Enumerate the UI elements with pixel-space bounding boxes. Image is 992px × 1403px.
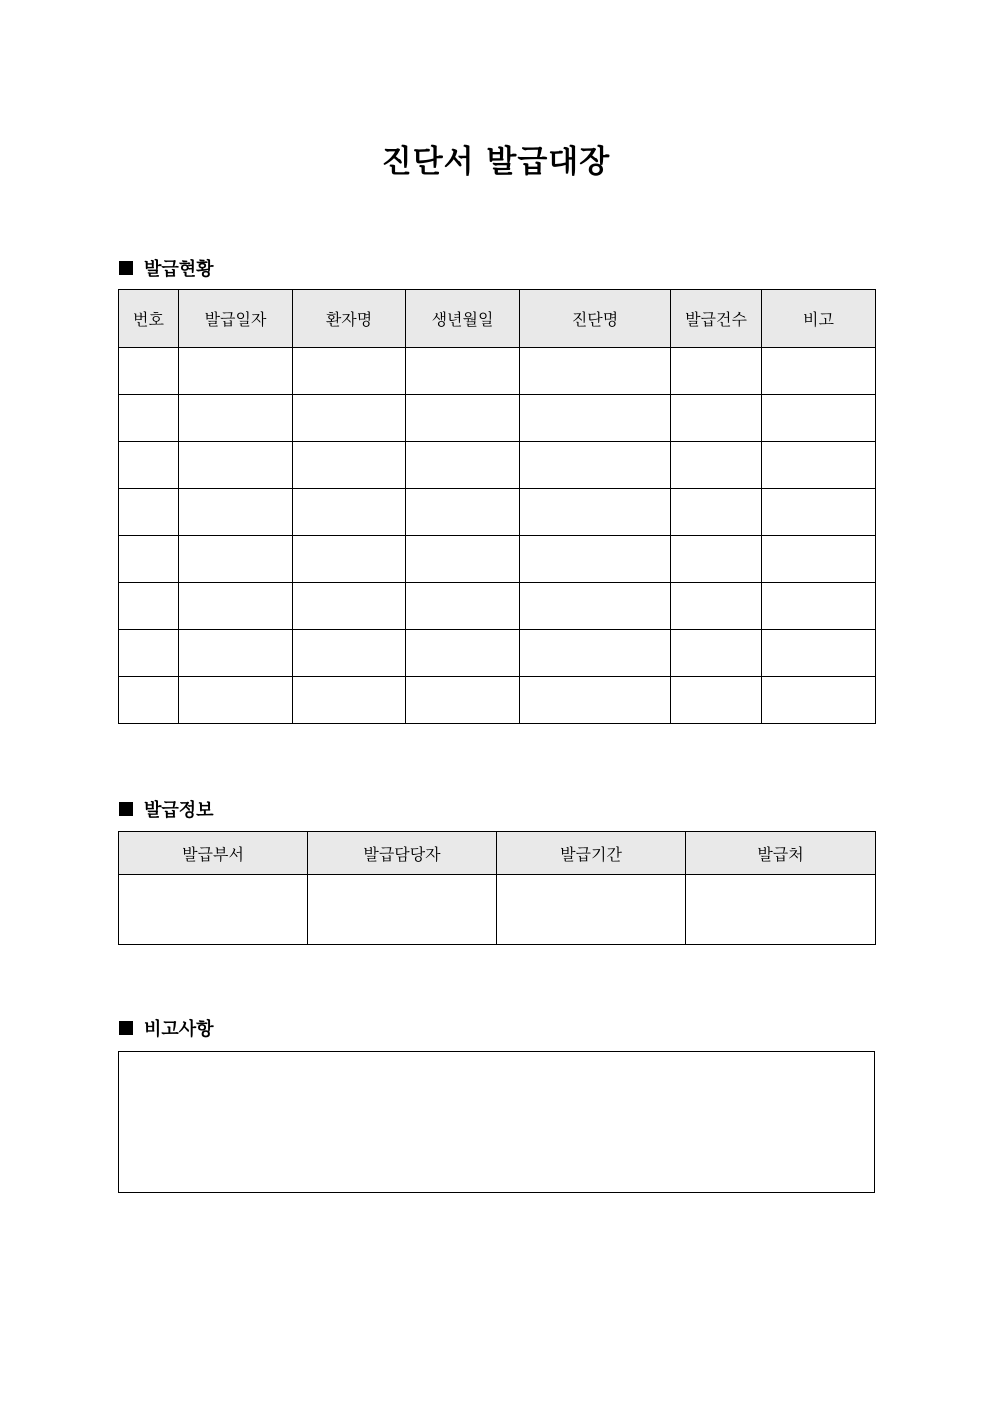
table-cell[interactable]	[179, 630, 293, 677]
column-header-patient-name: 환자명	[293, 290, 406, 348]
table-cell[interactable]	[119, 442, 179, 489]
table-cell[interactable]	[119, 489, 179, 536]
table-cell[interactable]	[520, 583, 671, 630]
table-cell[interactable]	[762, 583, 876, 630]
table-cell[interactable]	[293, 395, 406, 442]
column-header-issue-count: 발급건수	[671, 290, 762, 348]
table-cell[interactable]	[520, 677, 671, 724]
column-header-issuer: 발급처	[686, 832, 876, 875]
table-cell[interactable]	[293, 630, 406, 677]
table-row	[119, 875, 876, 945]
table-cell[interactable]	[762, 489, 876, 536]
table-row	[119, 489, 876, 536]
table-cell[interactable]	[293, 442, 406, 489]
table-row	[119, 536, 876, 583]
remarks-section-label: 비고사항	[144, 1019, 214, 1040]
table-cell[interactable]	[406, 583, 520, 630]
info-section-heading	[119, 796, 214, 822]
table-cell[interactable]	[406, 442, 520, 489]
issuer-cell[interactable]	[686, 875, 876, 945]
column-header-birth-date: 생년월일	[406, 290, 520, 348]
table-cell[interactable]	[179, 489, 293, 536]
table-cell[interactable]	[406, 536, 520, 583]
table-cell[interactable]	[179, 348, 293, 395]
document-title: 진단서 발급대장	[381, 144, 611, 180]
table-row	[119, 442, 876, 489]
column-header-diagnosis: 진단명	[520, 290, 671, 348]
table-cell[interactable]	[406, 348, 520, 395]
table-cell[interactable]	[406, 630, 520, 677]
table-cell[interactable]	[293, 583, 406, 630]
table-cell[interactable]	[671, 442, 762, 489]
table-cell[interactable]	[520, 395, 671, 442]
table-cell[interactable]	[671, 583, 762, 630]
issuance-status-table	[118, 289, 876, 724]
column-header-department: 발급부서	[119, 832, 308, 875]
square-bullet-icon	[119, 1021, 133, 1035]
remarks-section-heading	[119, 1015, 214, 1041]
table-cell[interactable]	[671, 536, 762, 583]
table-cell[interactable]	[762, 348, 876, 395]
table-header-row	[119, 832, 876, 875]
table-cell[interactable]	[762, 395, 876, 442]
remarks-box[interactable]	[118, 1051, 875, 1193]
table-cell[interactable]	[293, 348, 406, 395]
square-bullet-icon	[119, 802, 133, 816]
table-cell[interactable]	[762, 630, 876, 677]
table-cell[interactable]	[762, 536, 876, 583]
column-header-officer: 발급담당자	[308, 832, 497, 875]
table-cell[interactable]	[406, 395, 520, 442]
table-cell[interactable]	[119, 536, 179, 583]
table-row	[119, 348, 876, 395]
table-cell[interactable]	[293, 536, 406, 583]
table-row	[119, 395, 876, 442]
column-header-remarks: 비고	[762, 290, 876, 348]
table-cell[interactable]	[520, 442, 671, 489]
issuance-info-table	[118, 831, 876, 945]
table-cell[interactable]	[762, 677, 876, 724]
table-cell[interactable]	[119, 583, 179, 630]
status-section-heading	[119, 255, 214, 281]
table-cell[interactable]	[179, 536, 293, 583]
table-cell[interactable]	[119, 395, 179, 442]
table-cell[interactable]	[179, 442, 293, 489]
table-row	[119, 630, 876, 677]
status-section-label: 발급현황	[144, 259, 214, 280]
table-cell[interactable]	[119, 677, 179, 724]
table-cell[interactable]	[119, 630, 179, 677]
table-cell[interactable]	[293, 677, 406, 724]
officer-cell[interactable]	[308, 875, 497, 945]
table-cell[interactable]	[671, 630, 762, 677]
department-cell[interactable]	[119, 875, 308, 945]
table-cell[interactable]	[179, 677, 293, 724]
table-cell[interactable]	[520, 489, 671, 536]
square-bullet-icon	[119, 261, 133, 275]
table-cell[interactable]	[762, 442, 876, 489]
table-cell[interactable]	[520, 536, 671, 583]
table-cell[interactable]	[179, 583, 293, 630]
table-row	[119, 677, 876, 724]
table-cell[interactable]	[179, 395, 293, 442]
table-cell[interactable]	[671, 677, 762, 724]
table-cell[interactable]	[406, 677, 520, 724]
table-row	[119, 583, 876, 630]
table-cell[interactable]	[671, 348, 762, 395]
info-section-label: 발급정보	[144, 800, 214, 821]
table-cell[interactable]	[520, 630, 671, 677]
table-cell[interactable]	[671, 395, 762, 442]
table-cell[interactable]	[119, 348, 179, 395]
column-header-number: 번호	[119, 290, 179, 348]
table-cell[interactable]	[520, 348, 671, 395]
column-header-period: 발급기간	[497, 832, 686, 875]
column-header-issue-date: 발급일자	[179, 290, 293, 348]
table-cell[interactable]	[293, 489, 406, 536]
period-cell[interactable]	[497, 875, 686, 945]
table-cell[interactable]	[671, 489, 762, 536]
table-header-row	[119, 290, 876, 348]
table-cell[interactable]	[406, 489, 520, 536]
